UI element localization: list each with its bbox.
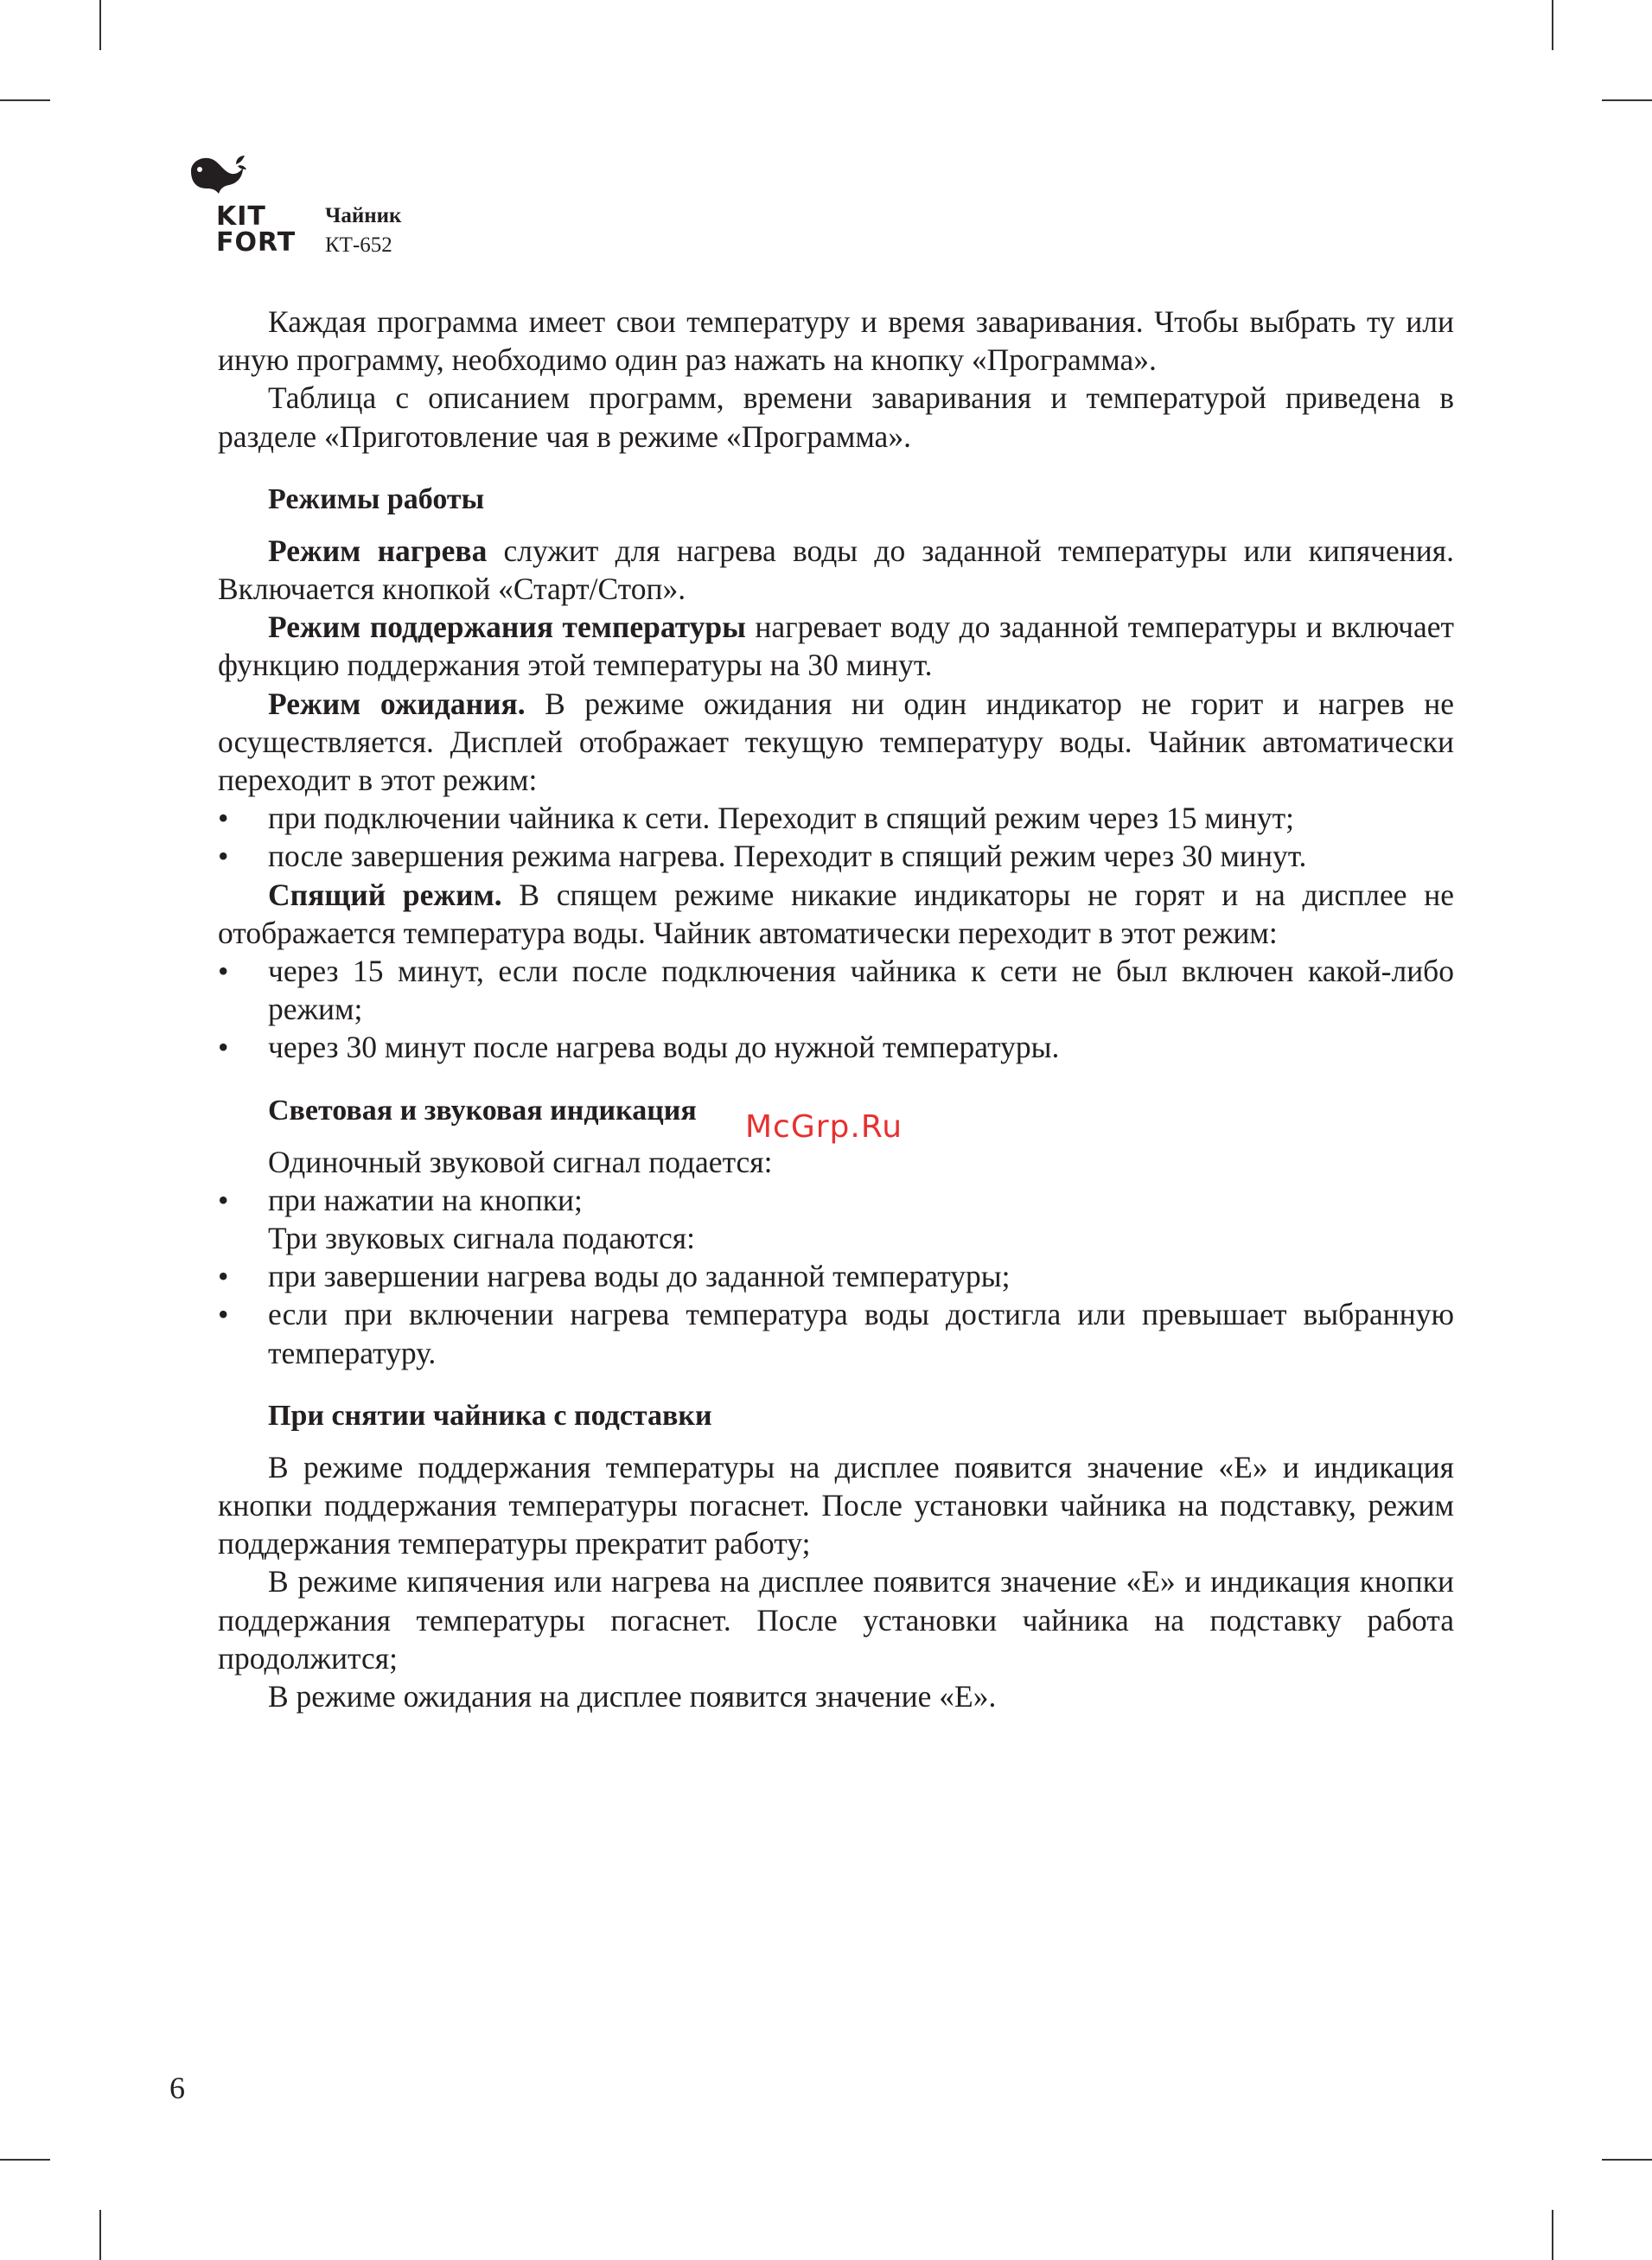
- list-item: • через 30 минут после нагрева воды до нужной температуры.: [218, 1028, 1454, 1066]
- bullet: •: [218, 801, 229, 836]
- single-signal-intro: Одиночный звуковой сигнал подается:: [268, 1144, 773, 1179]
- sleep-mode-paragraph: [218, 876, 1454, 952]
- bullet: •: [218, 1182, 229, 1217]
- crop-mark: [1602, 99, 1652, 101]
- list-item: • если при включении нагрева температура воды достигла или превышает выбранную температуру.: [218, 1297, 1454, 1370]
- standby-mode-text: В режиме ожидания ни один индикатор не горит и нагрев не осуществляется. Дисплей отображает текущую температуру воды. Чайник автоматически переходит в этот режим:: [218, 686, 1454, 798]
- watermark: McGrp.Ru: [745, 1109, 903, 1145]
- bullet: •: [218, 1030, 229, 1065]
- triple-signal-intro: Три звуковых сигнала подаются:: [268, 1221, 695, 1256]
- bullet: •: [218, 1259, 229, 1294]
- sleep-mode-term: Спящий режим.: [268, 877, 502, 912]
- bullet: •: [218, 839, 229, 874]
- product-model: КТ-652: [325, 233, 392, 257]
- intro-paragraph-2: Таблица с описанием программ, времени заваривания и температурой приведена в разделе «Приготовление чая в режиме «Программа».: [218, 380, 1454, 454]
- keep-warm-mode-term: Режим поддержания температуры: [268, 610, 746, 645]
- crop-mark: [0, 99, 50, 101]
- standby-list: [218, 799, 1454, 875]
- triple-signal-list: [218, 1257, 1454, 1372]
- crop-mark: [99, 2210, 101, 2260]
- document-header: [325, 201, 401, 260]
- kitfort-logo: [186, 154, 298, 256]
- list-item: • при подключении чайника к сети. Переходит в спящий режим через 15 минут;: [218, 799, 1454, 837]
- list-item: • через 15 минут, если после подключения чайника к сети не был включен какой-либо режим;: [218, 954, 1454, 1027]
- crop-mark: [99, 0, 101, 50]
- crop-mark: [1552, 0, 1553, 50]
- removal-paragraph-3: В режиме ожидания на дисплее появится значение «Е».: [268, 1679, 997, 1714]
- page-number: 6: [169, 2071, 185, 2105]
- removal-paragraph-2: В режиме кипячения или нагрева на дисплее появится значение «Е» и индикация кнопки поддержания температуры погаснет. После установки чайника на подставку работа продолжится;: [218, 1564, 1454, 1676]
- modes-heading: Режимы работы: [268, 482, 485, 515]
- page-content: [218, 303, 1454, 1715]
- intro-paragraph-1: Каждая программа имеет свои температуру и время заваривания. Чтобы выбрать ту или иную программу, необходимо один раз нажать на кнопку «Программа».: [218, 304, 1454, 378]
- sleep-mode-text: В спящем режиме никакие индикаторы не горят и на дисплее не отображается температура воды. Чайник автоматически переходит в этот режим:: [218, 877, 1454, 950]
- bullet: •: [218, 954, 229, 989]
- heating-mode-paragraph: [218, 532, 1454, 608]
- single-signal-list: [218, 1181, 1454, 1219]
- standby-mode-term: Режим ожидания.: [268, 686, 526, 721]
- heating-mode-text: служит для нагрева воды до заданной температуры или кипячения. Включается кнопкой «Старт/Стоп».: [218, 533, 1454, 607]
- standby-mode-paragraph: [218, 685, 1454, 800]
- removal-heading: При снятии чайника с подставки: [268, 1399, 712, 1432]
- crop-mark: [1602, 2159, 1652, 2161]
- brand-line-1: KIT: [216, 201, 266, 232]
- product-title: Чайник: [325, 204, 402, 227]
- removal-paragraph-1: В режиме поддержания температуры на дисплее появится значение «Е» и индикация кнопки поддержания температуры погаснет. После установки чайника на подставку, режим поддержания температуры прекратит работу;: [218, 1449, 1454, 1561]
- crop-mark: [0, 2159, 50, 2161]
- list-item: • после завершения режима нагрева. Переходит в спящий режим через 30 минут.: [218, 837, 1454, 875]
- keep-warm-mode-paragraph: [218, 608, 1454, 684]
- keep-warm-mode-text: нагревает воду до заданной температуры и включает функцию поддержания этой температуры на 30 минут.: [218, 610, 1454, 683]
- crop-mark: [1552, 2210, 1553, 2260]
- heating-mode-term: Режим нагрева: [268, 533, 488, 568]
- whale-icon: [186, 154, 248, 199]
- indication-heading: Световая и звуковая индикация: [268, 1094, 697, 1127]
- list-item: • при завершении нагрева воды до заданной температуры;: [218, 1257, 1454, 1295]
- bullet: •: [218, 1297, 229, 1332]
- list-item: • при нажатии на кнопки;: [218, 1181, 1454, 1219]
- brand-line-2: FORT: [216, 227, 297, 258]
- sleep-list: [218, 952, 1454, 1067]
